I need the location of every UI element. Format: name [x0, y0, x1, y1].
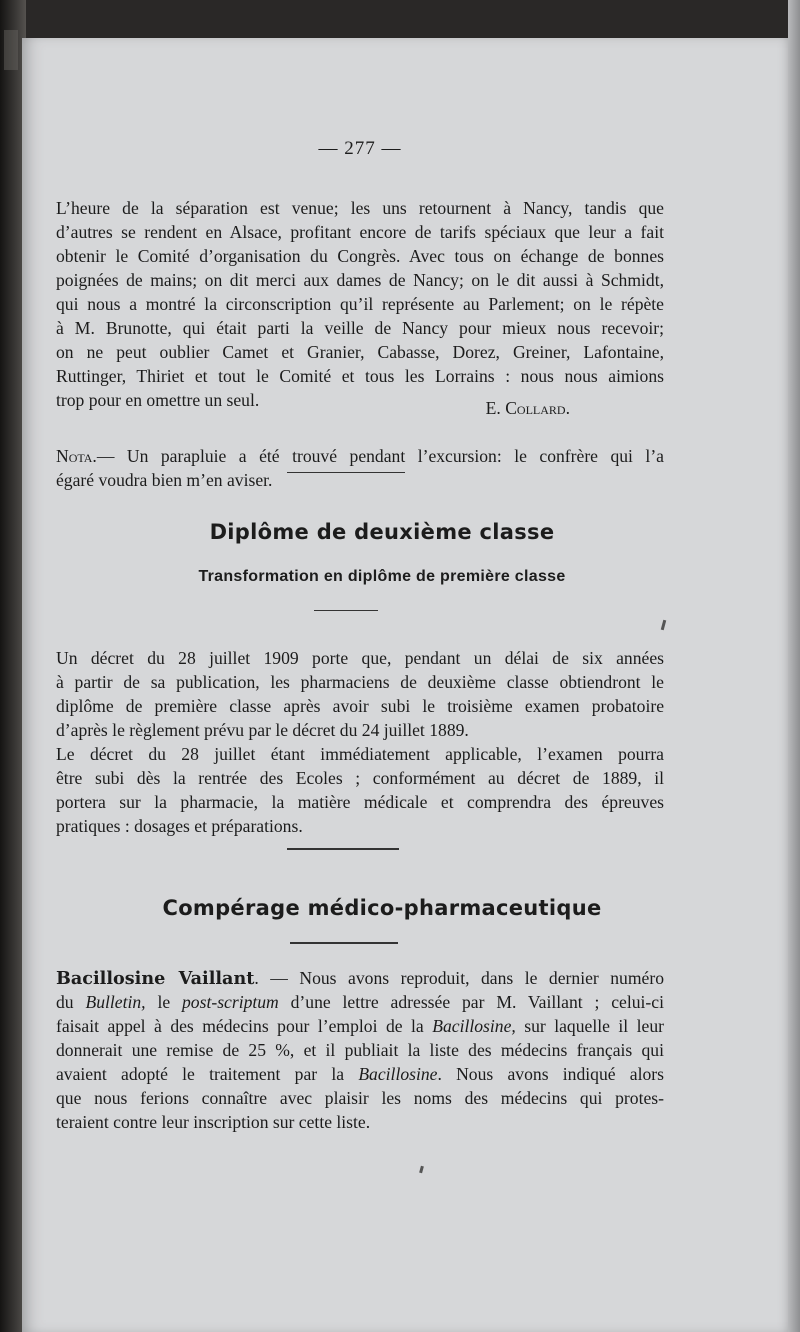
- paragraph-line: pratiques : dosages et préparations.: [56, 816, 303, 836]
- nota-line: égaré voudra bien m’en aviser.: [56, 470, 273, 490]
- paragraph-line: à M. Brunotte, qui était parti la veille de Nancy pour mieux nous recevoir;: [56, 318, 664, 338]
- signature: E. Collard.: [485, 398, 570, 418]
- paragraph-line: portera sur la pharmacie, la matière médicale et comprendra des épreuves: [56, 792, 664, 812]
- paragraph-line: que nous ferions connaître avec plaisir les noms des médecins qui protes-: [56, 1088, 664, 1108]
- stray-ink-mark: [661, 620, 666, 630]
- paragraph-line: Ruttinger, Thiriet et tout le Comité et tous les Lorrains : nous nous aimions: [56, 366, 664, 386]
- nota-line: [56, 444, 664, 468]
- section-divider: [287, 472, 405, 473]
- paragraph-line: à partir de sa publication, les pharmaciens de deuxième classe obtiendront le: [56, 672, 664, 692]
- paragraph-line: Bacillosine Vaillant. — Nous avons reproduit, dans le dernier numéro: [56, 968, 664, 989]
- section-divider: [287, 848, 399, 850]
- paragraph-line: donnerait une remise de 25 %, et il publiait la liste des médecins français qui: [56, 1040, 664, 1060]
- article-lead: Bacillosine Vaillant: [56, 968, 255, 989]
- nota-text: — Un parapluie a été trouvé pendant l’excursion: le confrère qui l’a: [96, 446, 664, 466]
- paragraph-line: L’heure de la séparation est venue; les uns retournent à Nancy, tandis que: [56, 198, 664, 218]
- section-title: Compérage médico-pharmaceutique: [162, 896, 602, 920]
- paragraph-line: d’autres se rendent en Alsace, profitant encore de tarifs spéciaux que leur a fait: [56, 222, 664, 242]
- paragraph-line: faisait appel à des médecins pour l’emploi de la Bacillosine, sur laquelle il leur: [56, 1016, 664, 1036]
- paragraph-line: obtenir le Comité d’organisation du Congrès. Avec tous on échange de bonnes: [56, 246, 664, 266]
- paragraph-line: poignées de mains; on dit merci aux dames de Nancy; on le dit aussi à Schmidt,: [56, 270, 664, 290]
- page-number: — 277 —: [318, 138, 402, 159]
- paragraph-line: qui nous a montré la circonscription qu’il représente au Parlement; on le répète: [56, 294, 664, 314]
- paragraph-line: on ne peut oublier Camet et Granier, Cabasse, Dorez, Greiner, Lafontaine,: [56, 342, 664, 362]
- binding-wear: [4, 30, 18, 70]
- paragraph-line: teraient contre leur inscription sur cette liste.: [56, 1112, 371, 1132]
- nota-label: Nota.: [56, 446, 97, 466]
- section-title: Diplôme de deuxième classe: [209, 520, 555, 544]
- title-divider: [290, 942, 398, 944]
- paragraph-line: avaient adopté le traitement par la Bacillosine. Nous avons indiqué alors: [56, 1064, 664, 1084]
- paragraph-line: diplôme de première classe après avoir subi le troisième examen probatoire: [56, 696, 664, 716]
- paragraph-line: d’après le règlement prévu par le décret du 24 juillet 1889.: [56, 720, 469, 740]
- subtitle-divider: [314, 610, 378, 611]
- stray-ink-mark: [419, 1166, 424, 1174]
- document-page: [22, 38, 788, 1332]
- section-subtitle: Transformation en diplôme de première classe: [198, 568, 566, 585]
- paragraph-line: du Bulletin, le post-scriptum d’une lettre adressée par M. Vaillant ; celui-ci: [56, 992, 664, 1012]
- page-edge-shadow: [788, 0, 800, 1332]
- paragraph-line: Le décret du 28 juillet étant immédiatement applicable, l’examen pourra: [56, 744, 664, 764]
- paragraph-line: Un décret du 28 juillet 1909 porte que, pendant un délai de six années: [56, 648, 664, 668]
- paragraph-line: être subi dès la rentrée des Ecoles ; conformément au décret de 1889, il: [56, 768, 664, 788]
- paragraph-line: trop pour en omettre un seul.: [56, 390, 260, 410]
